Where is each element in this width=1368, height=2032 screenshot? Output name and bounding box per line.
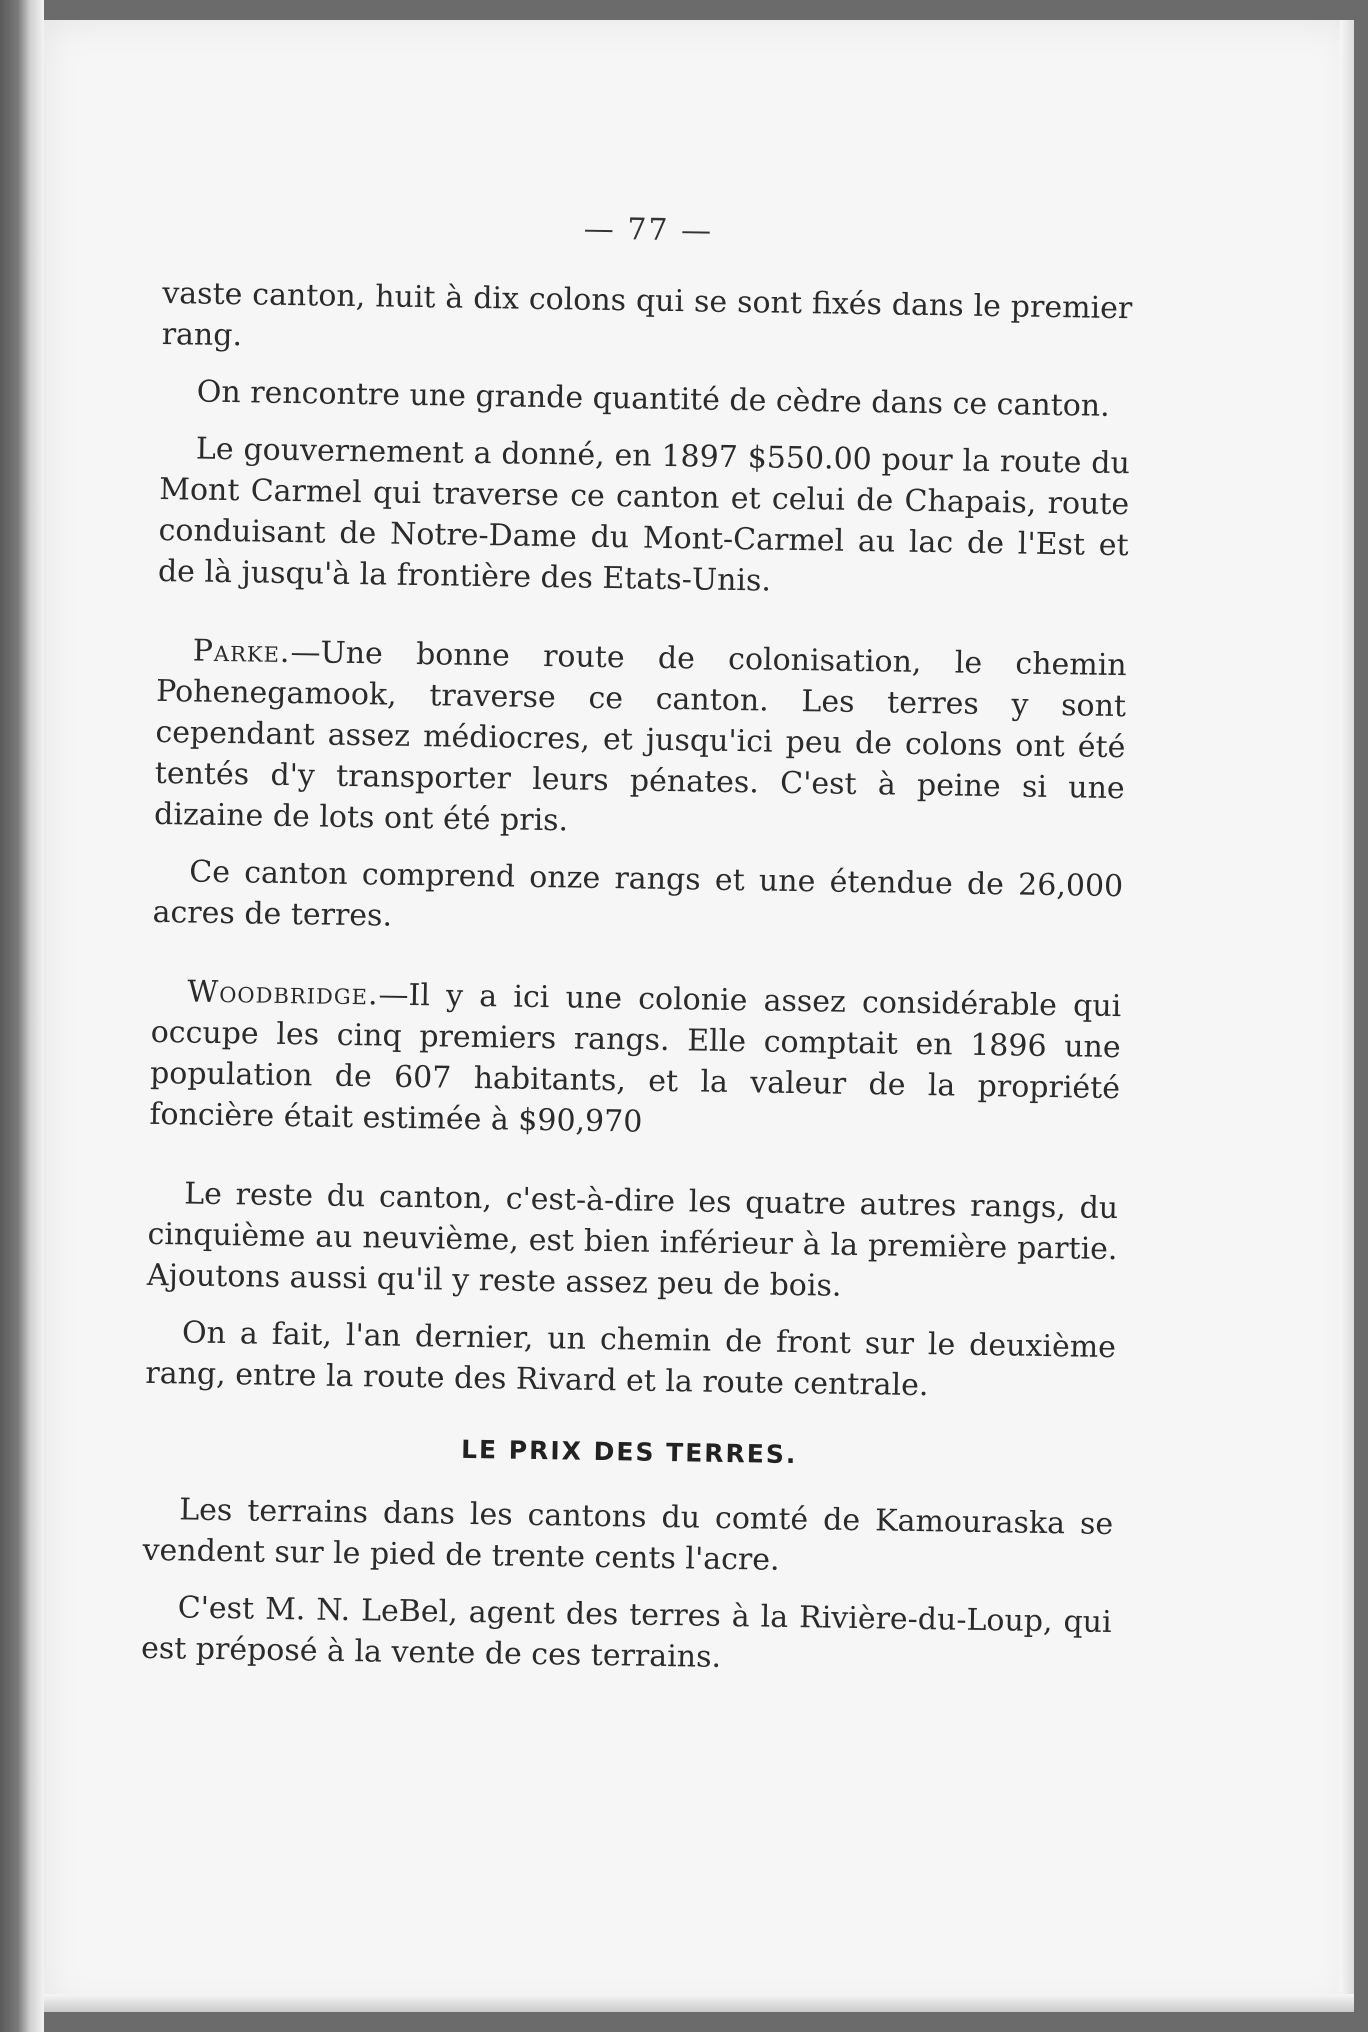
paragraph: Le gouvernement a donné, en 1897 $550.00 pour la route du Mont Carmel qui traverse ce canton et celui de Chapais, route conduisant de Notre-Dame du Mont-Carmel au lac de l'Est et de là jusqu'à la frontière des Etats-Unis.: [157, 431, 1131, 599]
paragraph-text: —Il y a ici une colonie assez considérable qui occupe les cinq premiers rangs. Elle comptait en 1896 une population de 607 habitants, et la valeur de la propriété foncière était estimée à $90,970: [149, 977, 1122, 1140]
page-text: [141, 190, 1134, 1684]
paragraph: Le reste du canton, c'est-à-dire les quatre autres rangs, du cinquième au neuvième, est bien inférieur à la première partie. Ajoutons aussi qu'il y reste assez peu de bois.: [146, 1176, 1119, 1304]
paragraph: Ce canton comprend onze rangs et une étendue de 26,000 acres de terres.: [152, 854, 1124, 934]
page-edge-shadow: [1340, 20, 1354, 2012]
paragraph-text: —Une bonne route de colonisation, le chemin Pohenegamook, traverse ce canton. Les terres y sont cependant assez médiocres, et jusqu'ici peu de colons ont été tentés d'y transporter leurs pénates. C'est à peine si une dizaine de lots ont été pris.: [153, 635, 1127, 839]
book-binding-edge: [0, 0, 44, 2032]
paragraph: Les terrains dans les cantons du comté de Kamouraska se vendent sur le pied de trente cents l'acre.: [142, 1492, 1114, 1578]
paragraph: vaste canton, huit à dix colons qui se sont fixés dans le premier rang.: [161, 275, 1133, 354]
section-heading-woodbridge: Woodbridge.: [187, 974, 379, 1013]
section-heading-parke: Parke.: [192, 633, 291, 671]
page-number: — 77 —: [583, 211, 714, 249]
paragraph: On a fait, l'an dernier, un chemin de front sur le deuxième rang, entre la route des Rivard et la route centrale.: [145, 1315, 1117, 1404]
book-page: [44, 20, 1354, 2012]
page-edge-shadow: [44, 1994, 1354, 2012]
paragraph-parke: [154, 630, 1127, 850]
section-title: LE PRIX DES TERRES.: [460, 1434, 798, 1470]
paragraph: C'est M. N. LeBel, agent des terres à la Rivière-du-Loup, qui est préposé à la vente de ces terrains.: [140, 1590, 1112, 1675]
paragraph: On rencontre une grande quantité de cèdre dans ce canton.: [196, 374, 1110, 424]
paragraph-woodbridge: [149, 971, 1121, 1150]
